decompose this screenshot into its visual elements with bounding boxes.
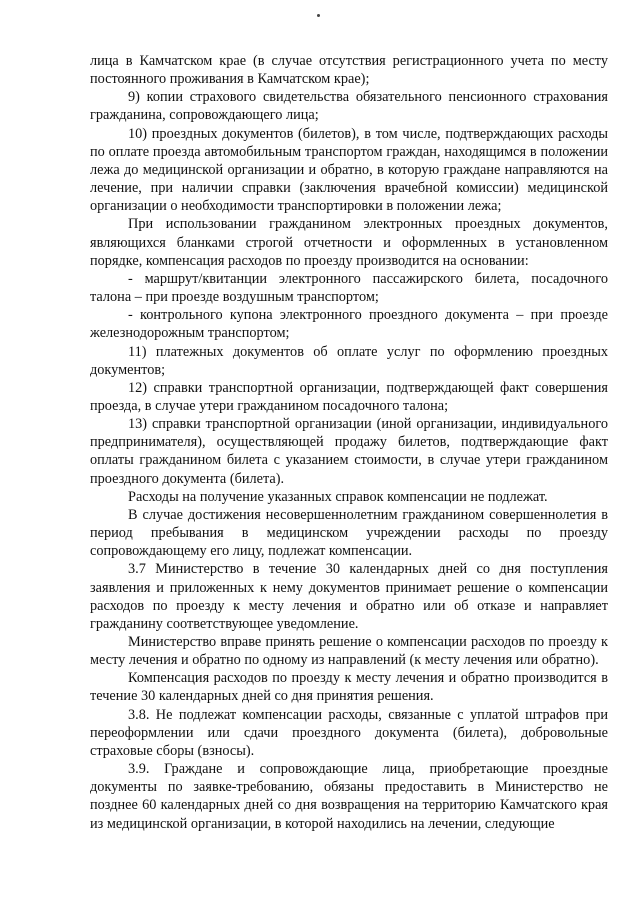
list-item-9: 9) копии страхового свидетельства обязательного пенсионного страхования гражданина, сопровождающего лица; xyxy=(90,89,608,124)
paragraph-certificates-expenses: Расходы на получение указанных справок компенсации не подлежат. xyxy=(128,488,548,505)
bullet-air-transport: - маршрут/квитанции электронного пассажирского билета, посадочного талона – при проезде воздушным транспортом; xyxy=(90,270,608,306)
paragraph-continuation: лица в Камчатском крае (в случае отсутствия регистрационного учета по месту постоянного проживания в Камчатском крае); xyxy=(90,53,608,88)
scan-dot-mark xyxy=(317,14,320,17)
section-3-7: 3.7 Министерство в течение 30 календарных дней со дня поступления заявления и приложенных к нему документов принимает решение о компенсации расходов по проезду к месту лечения и обратно или об отказе и направляет гражданину соответствующее уведомление. xyxy=(90,561,608,632)
paragraph-electronic-documents: При использовании гражданином электронных проездных документов, являющихся бланками строгой отчетности и оформленных в установленном порядке, компенсация расходов по проезду производится на основании: xyxy=(90,216,608,269)
section-3-9: 3.9. Граждане и сопровождающие лица, приобретающие проездные документы по заявке-требованию, обязаны предоставить в Министерство не позднее 60 календарных дней со дня возвращения на территорию Камчатского края из медицинской организации, в которой находились на лечении, следующие xyxy=(90,761,608,832)
paragraph-adulthood: В случае достижения несовершеннолетним гражданином совершеннолетия в период пребывания в медицинском учреждении расходы по проезду сопровождающему его лицу, подлежат компенсации. xyxy=(90,506,608,560)
list-item-13: 13) справки транспортной организации (иной организации, индивидуального предпринимателя), осуществляющей продажу билетов, подтверждающие факт оплаты гражданином билета с указанием стоимости, в случае утери гражданином проездного документа (билета). xyxy=(90,416,608,487)
list-item-12: 12) справки транспортной организации, подтверждающей факт совершения проезда, в случае утери гражданином посадочного талона; xyxy=(90,379,608,414)
document-page xyxy=(90,52,608,833)
paragraph-ministry-right: Министерство вправе принять решение о компенсации расходов по проезду к месту лечения и обратно по одному из направлений (к месту лечения или обратно). xyxy=(90,634,608,669)
list-item-10: 10) проездных документов (билетов), в том числе, подтверждающих расходы по оплате проезда автомобильным транспортом граждан, находящимся в положении лежа до медицинской организации и обратно, в которую граждане направляются на лечение, при наличии справки (заключения врачебной комиссии) медицинской организации о необходимости транспортировки в положении лежа; xyxy=(90,125,608,215)
paragraph-compensation-term: Компенсация расходов по проезду к месту лечения и обратно производится в течение 30 календарных дней со дня принятия решения. xyxy=(90,670,608,705)
section-3-8: 3.8. Не подлежат компенсации расходы, связанные с уплатой штрафов при переоформлении или сдачи проездного документа (билета), добровольные страховые сборы (взносы). xyxy=(90,706,608,759)
bullet-rail-transport: - контрольного купона электронного проездного документа – при проезде железнодорожным транспортом; xyxy=(90,307,608,342)
list-item-11: 11) платежных документов об оплате услуг по оформлению проездных документов; xyxy=(90,343,608,378)
